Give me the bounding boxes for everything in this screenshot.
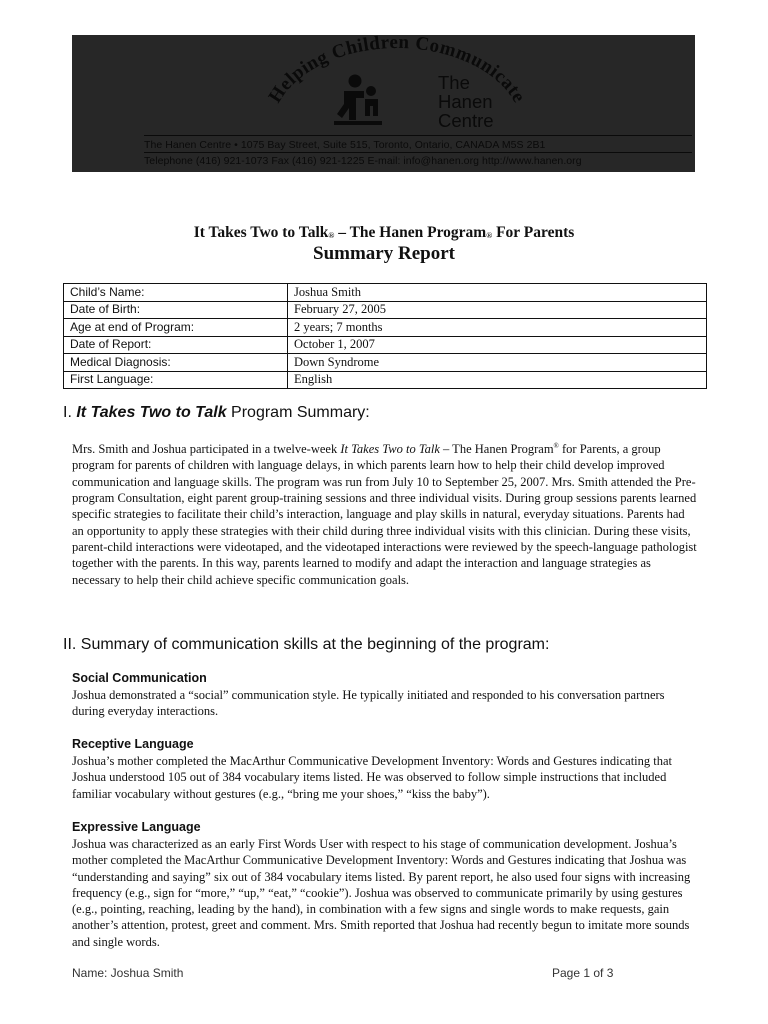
info-label: Child’s Name: <box>64 284 288 302</box>
section-1-heading-italic: It Takes Two to Talk <box>76 404 227 421</box>
section-1-suffix: Program Summary: <box>226 404 370 421</box>
section-2-heading: II. Summary of communication skills at the beginning of the program: <box>63 636 550 653</box>
letterhead-banner <box>72 35 695 172</box>
arc-slogan: Helping Children Communicate <box>264 35 530 107</box>
info-label: Age at end of Program: <box>64 319 288 337</box>
info-value: February 27, 2005 <box>288 301 707 319</box>
info-label: Date of Report: <box>64 336 288 354</box>
org-name-centre: Centre <box>438 110 494 131</box>
expressive-language-text: Joshua was characterized as an early First Words User with respect to his stage of communication development. Joshua’s mother completed the MacArthur Communicative Development Inventory: Words and Gestures indicating that Joshua was “understanding and saying” six out of 384 vocabulary items listed. By parent report, he also used four signs with increasing frequency (e.g., sign for “more,” “up,” “eat,” “cookie”). Joshua was observed to communicate primarily by using gestures (e.g., pointing, reaching, leading by the hand), in combination with a few signs and single words to make requests, gain another’s attention, protest, greet and comment. Mrs. Smith reported that Joshua had recently begun to imitate more sounds and single words. <box>72 837 691 949</box>
expressive-language-heading: Expressive Language <box>72 820 201 834</box>
table-row <box>64 336 707 354</box>
letterhead-address: The Hanen Centre • 1075 Bay Street, Suite 515, Toronto, Ontario, CANADA M5S 2B1 <box>144 139 546 151</box>
summary-text-a: Mrs. Smith and Joshua participated in a twelve-week <box>72 442 341 457</box>
info-value: October 1, 2007 <box>288 336 707 354</box>
letterhead-rule-top <box>144 135 692 136</box>
receptive-language-text: Joshua’s mother completed the MacArthur Communicative Development Inventory: Words and Gestures indicating that Joshua understood 105 out of 384 vocabulary items listed. He was observed to follow simple instructions that included familiar vocabulary without gestures (e.g., “bring me your shoes,” “kiss the baby”). <box>72 754 673 801</box>
table-row <box>64 284 707 302</box>
summary-text-c: for Parents, a group program for parents of children with language delays, in which parents learn how to help their child develop improved communication and language skills. The program was run from July 10 to September 25, 2007. Mrs. Smith attended the Pre-program Consultation, eight parent group-training sessions and three individual visits. During group sessions parents learned specific strategies to facilitate their child’s interaction, language and play skills in natural, everyday situations. Parents had an opportunity to apply these strategies with their child during three individual visits with this clinician. During these visits, parent-child interactions were videotaped, and the videotaped interactions were reviewed by the speech-language pathologist together with the parents. In this way, parents learned to modify and adapt the interaction and language strategies as necessary to help their child achieve specific communication goals. <box>72 442 697 587</box>
receptive-language-heading: Receptive Language <box>72 737 194 751</box>
title-middle: – The Hanen Program <box>334 224 487 241</box>
family-figures-icon <box>334 75 382 126</box>
summary-text-b: – The Hanen Program <box>439 442 554 457</box>
table-row <box>64 301 707 319</box>
org-name-the: The <box>438 72 470 93</box>
footer-name: Name: Joshua Smith <box>72 966 184 980</box>
title-program-italic: It Takes Two to Talk <box>193 224 329 241</box>
table-row <box>64 371 707 389</box>
info-label: First Language: <box>64 371 288 389</box>
info-label: Date of Birth: <box>64 301 288 319</box>
title-end: For Parents <box>492 224 575 241</box>
section-1-prefix: I. <box>63 404 77 421</box>
org-name-hanen: Hanen <box>438 91 493 112</box>
section-1-heading <box>63 404 370 422</box>
child-info-table <box>63 283 707 389</box>
letterhead-rule-middle <box>144 152 692 153</box>
report-subtitle: Summary Report <box>313 243 455 264</box>
title-reg-mark-2: ® <box>486 231 493 240</box>
social-communication-text: Joshua demonstrated a “social” communication style. He typically initiated and responded to his conversation partners during everyday interactions. <box>72 688 665 719</box>
info-value: English <box>288 371 707 389</box>
table-row <box>64 354 707 372</box>
info-value: Joshua Smith <box>288 284 707 302</box>
program-summary-paragraph <box>72 438 697 588</box>
title-reg-mark: ® <box>328 231 335 240</box>
info-label: Medical Diagnosis: <box>64 354 288 372</box>
summary-reg-mark: ® <box>553 442 559 450</box>
social-communication-heading: Social Communication <box>72 671 207 685</box>
footer-page-number: Page 1 of 3 <box>552 966 614 980</box>
program-title <box>0 224 768 242</box>
summary-text-italic: It Takes Two to Talk <box>340 442 440 457</box>
letterhead-contact: Telephone (416) 921-1073 Fax (416) 921-1225 E-mail: info@hanen.org http://www.hanen.org <box>144 155 582 167</box>
table-row <box>64 319 707 337</box>
info-value: 2 years; 7 months <box>288 319 707 337</box>
info-value: Down Syndrome <box>288 354 707 372</box>
